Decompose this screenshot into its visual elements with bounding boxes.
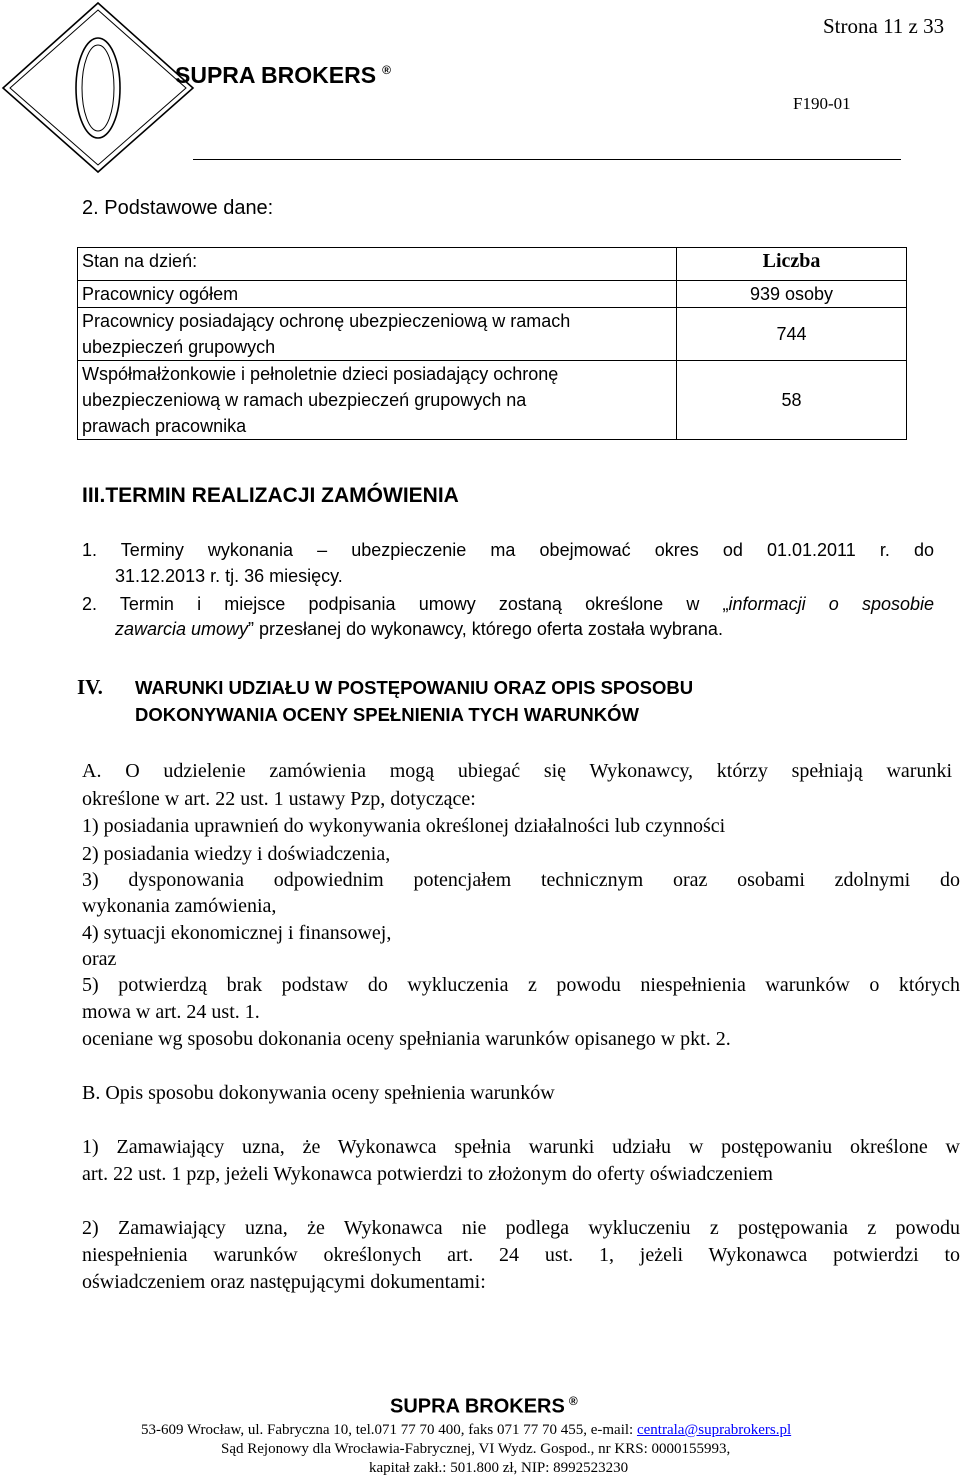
table-row xyxy=(78,281,907,308)
table-cell-value: 58 xyxy=(677,361,907,440)
footer-email-link[interactable]: centrala@suprabrokers.pl xyxy=(636,1422,792,1438)
part-a-line: 3) dysponowania odpowiednim potencjałem technicznym oraz osobami zdolnymi do xyxy=(82,869,960,891)
part-b-line: 1) Zamawiający uzna, że Wykonawca spełnia warunki udziału w postępowaniu określone w xyxy=(82,1136,960,1158)
part-a-line: oraz xyxy=(82,948,117,970)
part-a-line: A. O udzielenie zamówienia mogą ubiegać się Wykonawcy, którzy spełniają warunki xyxy=(82,760,952,782)
header-brand: SUPRA BROKERS ® xyxy=(175,62,391,88)
footer-brand: SUPRA BROKERS ® xyxy=(390,1394,578,1418)
part-a-line: 5) potwierdzą brak podstaw do wykluczenia z powodu niespełnienia warunków o których xyxy=(82,974,960,996)
table-header-label: Stan na dzień: xyxy=(78,248,677,281)
table-header-value: Liczba xyxy=(677,248,907,281)
footer-capital-info: kapitał zakł.: 501.800 zł, NIP: 8992523230 xyxy=(369,1460,629,1476)
part-a-line: oceniane wg sposobu dokonania oceny spełniania warunków opisanego w pkt. 2. xyxy=(82,1028,731,1050)
section-number: IV. xyxy=(77,675,103,699)
part-a-line: wykonania zamówienia, xyxy=(82,895,277,917)
part-b-line: niespełnienia warunków określonych art. 24 ust. 1, jeżeli Wykonawca potwierdzi to xyxy=(82,1244,960,1266)
section-heading: III.TERMIN REALIZACJI ZAMÓWIENIA xyxy=(82,484,459,507)
page-number: Strona 11 z 33 xyxy=(823,14,945,38)
term-item-1-line1: 1. Terminy wykonania – ubezpieczenie ma obejmować okres od 01.01.2011 r. do xyxy=(82,540,934,560)
form-code: F190-01 xyxy=(793,94,851,113)
table-cell-label: Pracownicy posiadający ochronę ubezpieczeniową w ramach ubezpieczeń grupowych xyxy=(78,308,677,361)
table-cell-value: 744 xyxy=(677,308,907,361)
part-a-line: 1) posiadania uprawnień do wykonywania określonej działalności lub czynności xyxy=(82,815,726,837)
section-title: 2. Podstawowe dane: xyxy=(82,197,274,219)
footer-court-info: Sąd Rejonowy dla Wrocławia-Fabrycznej, VI Wydz. Gospod., nr KRS: 0000155993, xyxy=(221,1441,731,1457)
part-a-line: mowa w art. 24 ust. 1. xyxy=(82,1001,260,1023)
table-header-row xyxy=(78,248,907,281)
header-rule xyxy=(193,159,901,160)
part-b-line: oświadczeniem oraz następującymi dokumentami: xyxy=(82,1271,486,1293)
company-logo xyxy=(0,0,200,180)
section-heading-line1: WARUNKI UDZIAŁU W POSTĘPOWANIU ORAZ OPIS SPOSOBU xyxy=(135,677,694,698)
section-heading-line2: DOKONYWANIA OCENY SPEŁNIENIA TYCH WARUNKÓW xyxy=(135,704,639,725)
part-b-line: 2) Zamawiający uzna, że Wykonawca nie podlega wykluczeniu z postępowania z powodu xyxy=(82,1217,960,1239)
basic-data-table xyxy=(77,247,907,440)
part-a-line: określone w art. 22 ust. 1 ustawy Pzp, dotyczące: xyxy=(82,788,476,810)
table-row xyxy=(78,308,907,361)
table-cell-label: Pracownicy ogółem xyxy=(78,281,677,308)
term-item-2-line1: 2. Termin i miejsce podpisania umowy zostaną określone w „informacji o sposobie xyxy=(82,594,934,614)
footer-address: 53-609 Wrocław, ul. Fabryczna 10, tel.071 77 70 400, faks 071 77 70 455, e-mail: centrala@suprabrokers.pl xyxy=(141,1422,792,1438)
term-item-2-line2: zawarcia umowy” przesłanej do wykonawcy, którego oferta została wybrana. xyxy=(115,619,723,639)
table-row xyxy=(78,361,907,440)
term-item-1-line2: 31.12.2013 r. tj. 36 miesięcy. xyxy=(115,566,343,586)
table-cell-value: 939 osoby xyxy=(677,281,907,308)
part-a-line: 2) posiadania wiedzy i doświadczenia, xyxy=(82,843,391,865)
table-cell-label: Współmałżonkowie i pełnoletnie dzieci posiadający ochronę ubezpieczeniową w ramach ubezpieczeń grupowych na prawach pracownika xyxy=(78,361,677,440)
part-a-line: 4) sytuacji ekonomicznej i finansowej, xyxy=(82,922,392,944)
part-b-title: B. Opis sposobu dokonywania oceny spełnienia warunków xyxy=(82,1082,555,1104)
part-b-line: art. 22 ust. 1 pzp, jeżeli Wykonawca potwierdzi to złożonym do oferty oświadczeniem xyxy=(82,1163,773,1185)
